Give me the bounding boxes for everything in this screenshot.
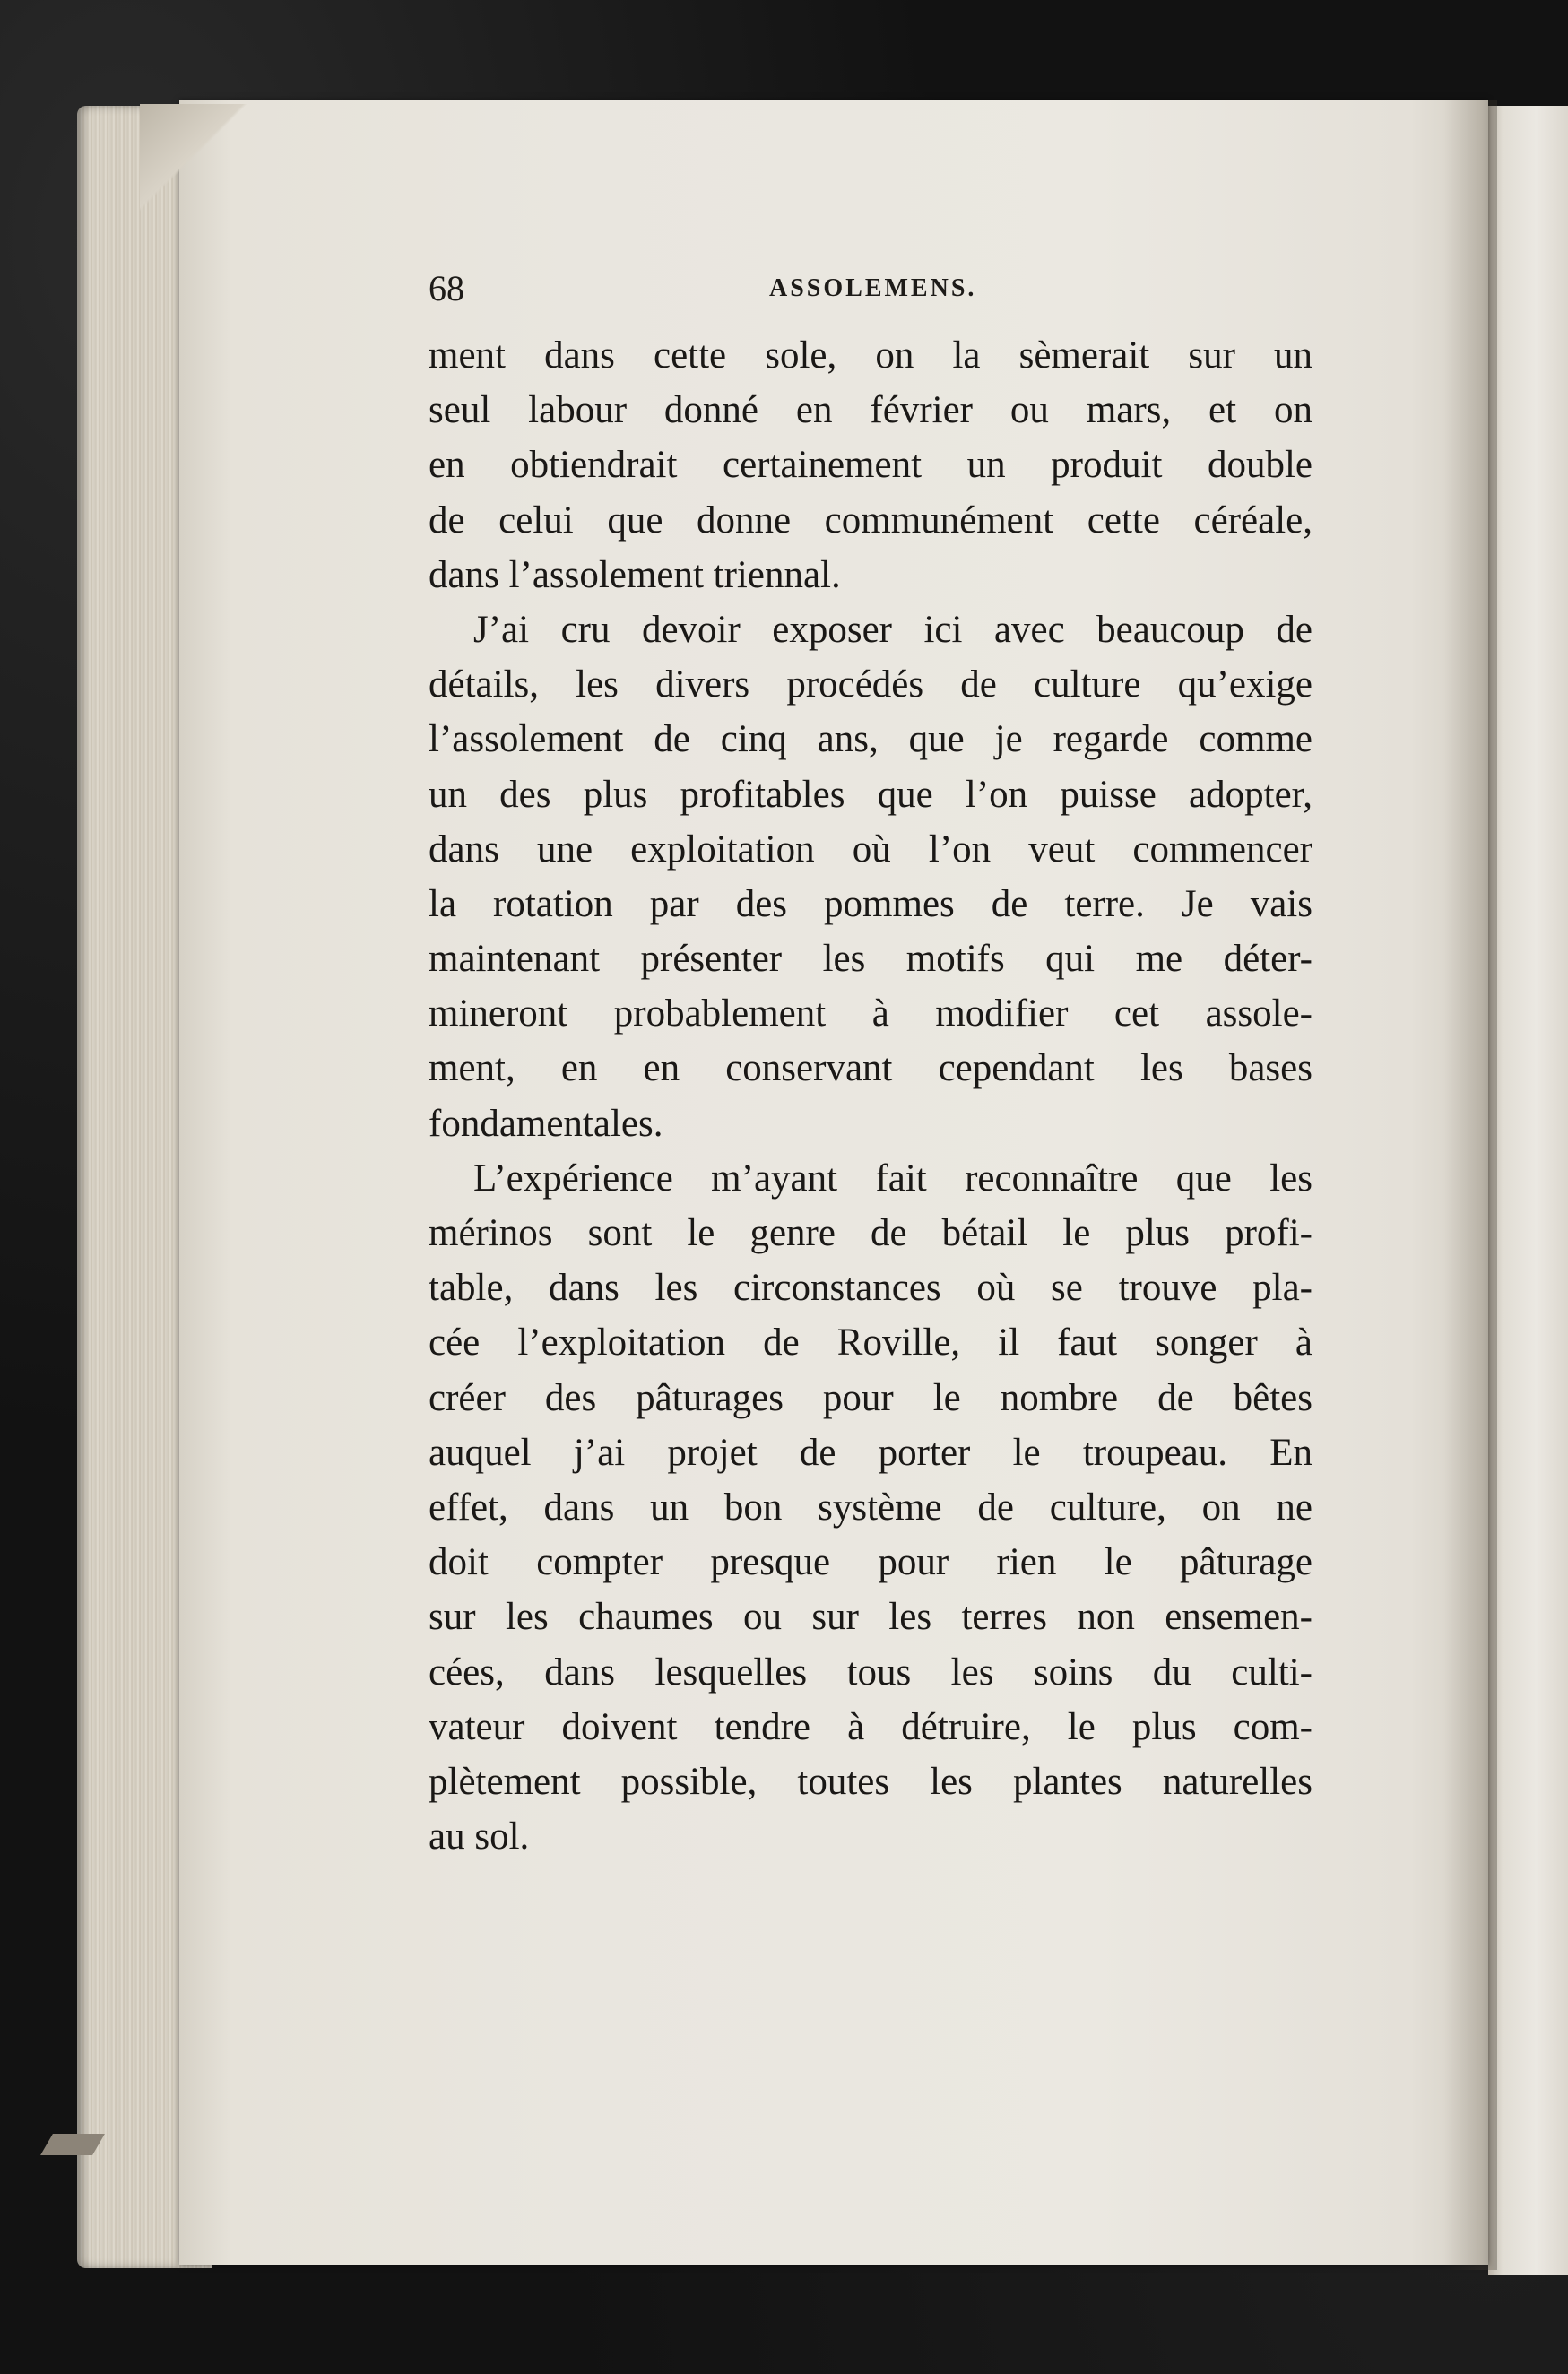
text-line: en obtiendrait certainement un produit double — [429, 444, 1312, 487]
page-corner-fold — [140, 104, 247, 212]
text-line: doit compter presque pour rien le pâturage — [429, 1541, 1312, 1584]
text-line: fondamentales. — [429, 1102, 663, 1145]
facing-page-edge — [1488, 106, 1568, 2275]
text-line: sur les chaumes ou sur les terres non ensemen- — [429, 1596, 1312, 1639]
text-line: effet, dans un bon système de culture, on ne — [429, 1486, 1312, 1529]
page-number: 68 — [429, 268, 464, 308]
text-line: ment, en en conservant cependant les bases — [429, 1047, 1312, 1090]
text-line: auquel j’ai projet de porter le troupeau. En — [429, 1431, 1312, 1474]
running-header — [429, 262, 1311, 316]
body-text — [429, 328, 1312, 1864]
text-line: mineront probablement à modifier cet assole- — [429, 992, 1312, 1035]
running-head-title: ASSOLEMENS. — [769, 274, 977, 302]
text-line: créer des pâturages pour le nombre de bêtes — [429, 1376, 1312, 1419]
text-line: de celui que donne communément cette céréale, — [429, 498, 1312, 542]
gutter-shadow — [1443, 100, 1497, 2270]
text-line: détails, les divers procédés de culture qu’exige — [429, 663, 1312, 706]
text-line: plètement possible, toutes les plantes naturelles — [429, 1760, 1312, 1803]
text-line: table, dans les circonstances où se trouve pla- — [429, 1267, 1312, 1310]
text-line: mérinos sont le genre de bétail le plus profi- — [429, 1212, 1312, 1254]
text-line: maintenant présenter les motifs qui me déter- — [429, 938, 1312, 981]
text-line: ment dans cette sole, on la sèmerait sur un — [429, 334, 1312, 377]
text-line: J’ai cru devoir exposer ici avec beaucoup de — [473, 608, 1312, 651]
text-line: l’assolement de cinq ans, que je regarde comme — [429, 718, 1312, 761]
text-line: au sol. — [429, 1815, 530, 1858]
text-line: L’expérience m’ayant fait reconnaître que les — [473, 1157, 1312, 1200]
text-line: dans une exploitation où l’on veut commencer — [429, 827, 1312, 871]
text-line: cée l’exploitation de Roville, il faut songer à — [429, 1321, 1312, 1365]
text-line: vateur doivent tendre à détruire, le plus com- — [429, 1705, 1312, 1748]
text-line: dans l’assolement triennal. — [429, 553, 841, 596]
text-line: un des plus profitables que l’on puisse adopter, — [429, 773, 1312, 816]
text-line: la rotation par des pommes de terre. Je vais — [429, 882, 1312, 925]
text-line: cées, dans lesquelles tous les soins du culti- — [429, 1651, 1312, 1694]
text-line: seul labour donné en février ou mars, et on — [429, 389, 1312, 432]
